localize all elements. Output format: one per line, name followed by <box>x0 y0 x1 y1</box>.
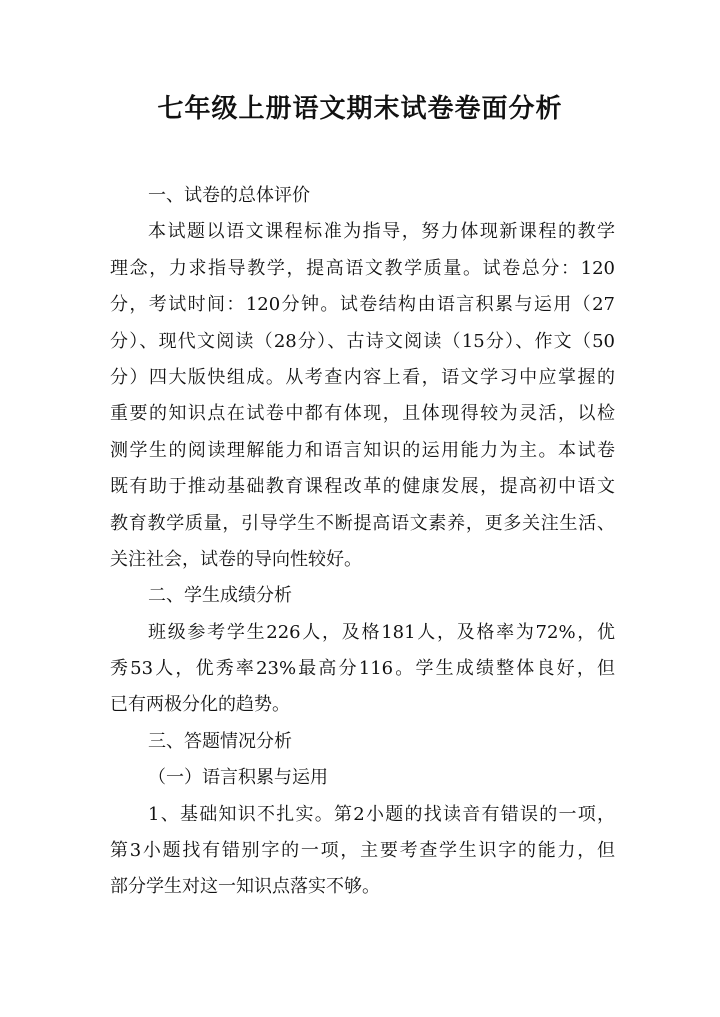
section-heading: 一、试卷的总体评价 <box>148 185 310 206</box>
paragraph-line: 班级参考学生226人，及格181人，及格率为72%，优 <box>148 621 615 643</box>
paragraph-line: 理念，力求指导教学，提高语文教学质量。试卷总分：120 <box>110 257 615 279</box>
paragraph-line: 已有两极分化的趋势。 <box>110 694 290 716</box>
paragraph-line: 分）、现代文阅读（28分）、古诗文阅读（15分）、作文（50 <box>110 330 615 352</box>
section-heading: 三、答题情况分析 <box>148 730 292 752</box>
document-body <box>110 178 615 906</box>
paragraph-line: 既有助于推动基础教育课程改革的健康发展，提高初中语文 <box>110 476 615 498</box>
paragraph-line: 测学生的阅读理解能力和语言知识的运用能力为主。本试卷 <box>110 439 615 461</box>
subsection-heading: （一）语言积累与运用 <box>148 767 328 789</box>
paragraph-line: 秀53人，优秀率23%最高分116。学生成绩整体良好，但 <box>110 658 615 680</box>
section-heading: 二、学生成绩分析 <box>148 585 292 607</box>
paragraph-line: 重要的知识点在试卷中都有体现，且体现得较为灵活，以检 <box>110 403 615 425</box>
paragraph-line: 第3小题找有错别字的一项，主要考查学生识字的能力，但 <box>110 840 615 862</box>
document-title: 七年级上册语文期末试卷卷面分析 <box>157 94 563 124</box>
paragraph-line: 教育教学质量，引导学生不断提高语文素养，更多关注生活、 <box>110 512 615 534</box>
paragraph-line: 分）四大版快组成。从考查内容上看，语文学习中应掌握的 <box>110 366 615 388</box>
paragraph-line: 关注社会，试卷的导向性较好。 <box>110 548 362 570</box>
paragraph-line: 1、基础知识不扎实。第2小题的找读音有错误的一项， <box>148 803 615 825</box>
paragraph-line: 部分学生对这一知识点落实不够。 <box>110 876 380 898</box>
paragraph-line: 本试题以语文课程标准为指导，努力体现新课程的教学 <box>148 221 615 243</box>
paragraph-line: 分，考试时间：120分钟。试卷结构由语言积累与运用（27 <box>110 294 615 316</box>
